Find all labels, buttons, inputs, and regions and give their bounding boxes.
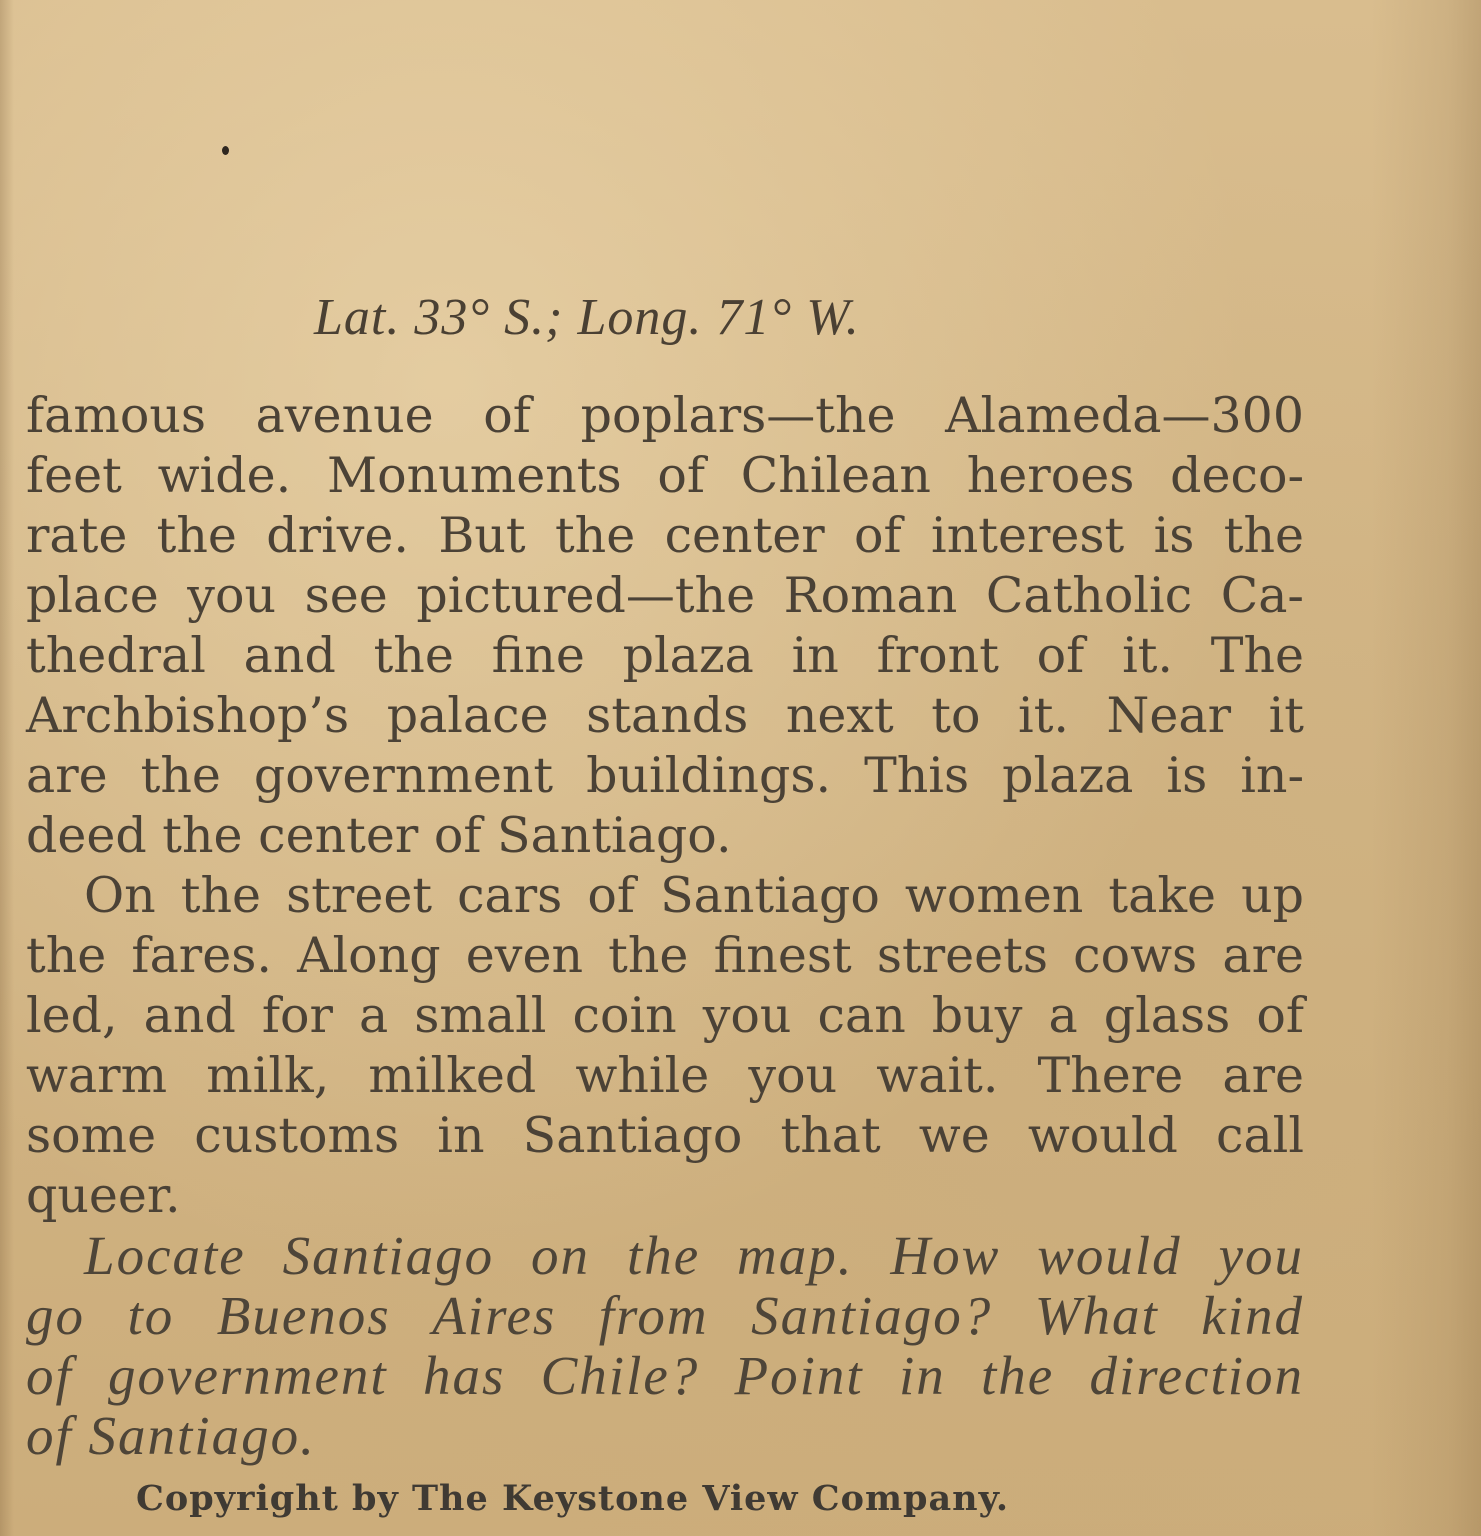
text-line: led, and for a small coin you can buy a glass of xyxy=(26,987,1304,1044)
ink-speck xyxy=(222,146,229,155)
text-line: are the government buildings. This plaza is in- xyxy=(26,747,1304,804)
text-line: On the street cars of Santiago women take up xyxy=(84,867,1304,924)
text-line: famous avenue of poplars—the Alameda—300 xyxy=(26,387,1304,444)
text-line: rate the drive. But the center of interest is the xyxy=(26,507,1304,564)
paragraph-alameda xyxy=(26,386,1304,866)
text-line: deed the center of Santiago. xyxy=(26,807,732,864)
text-line: warm milk, milked while you wait. There are xyxy=(26,1047,1304,1104)
card-right-edge xyxy=(1371,0,1481,1536)
coordinates-heading: Lat. 33° S.; Long. 71° W. xyxy=(314,289,860,346)
question-line: go to Buenos Aires from Santiago? What kind xyxy=(26,1285,1304,1346)
text-line: some customs in Santiago that we would call xyxy=(26,1107,1304,1164)
text-line: place you see pictured—the Roman Catholic Ca- xyxy=(26,567,1304,624)
paragraph-street-cars xyxy=(26,866,1304,1226)
text-line: the fares. Along even the finest streets cows are xyxy=(26,927,1304,984)
text-line: Archbishop’s palace stands next to it. Near it xyxy=(26,687,1304,744)
body-text xyxy=(26,386,1304,1466)
text-line: feet wide. Monuments of Chilean heroes deco- xyxy=(26,447,1304,504)
text-line: thedral and the fine plaza in front of it. The xyxy=(26,627,1304,684)
question-line: Locate Santiago on the map. How would you xyxy=(84,1225,1304,1286)
card-left-edge xyxy=(0,0,14,1536)
question-line: of government has Chile? Point in the direction xyxy=(26,1345,1304,1406)
study-questions xyxy=(26,1226,1304,1466)
text-line: queer. xyxy=(26,1167,181,1224)
question-line: of Santiago. xyxy=(26,1405,316,1466)
copyright-notice: Copyright by The Keystone View Company. xyxy=(136,1478,1010,1519)
